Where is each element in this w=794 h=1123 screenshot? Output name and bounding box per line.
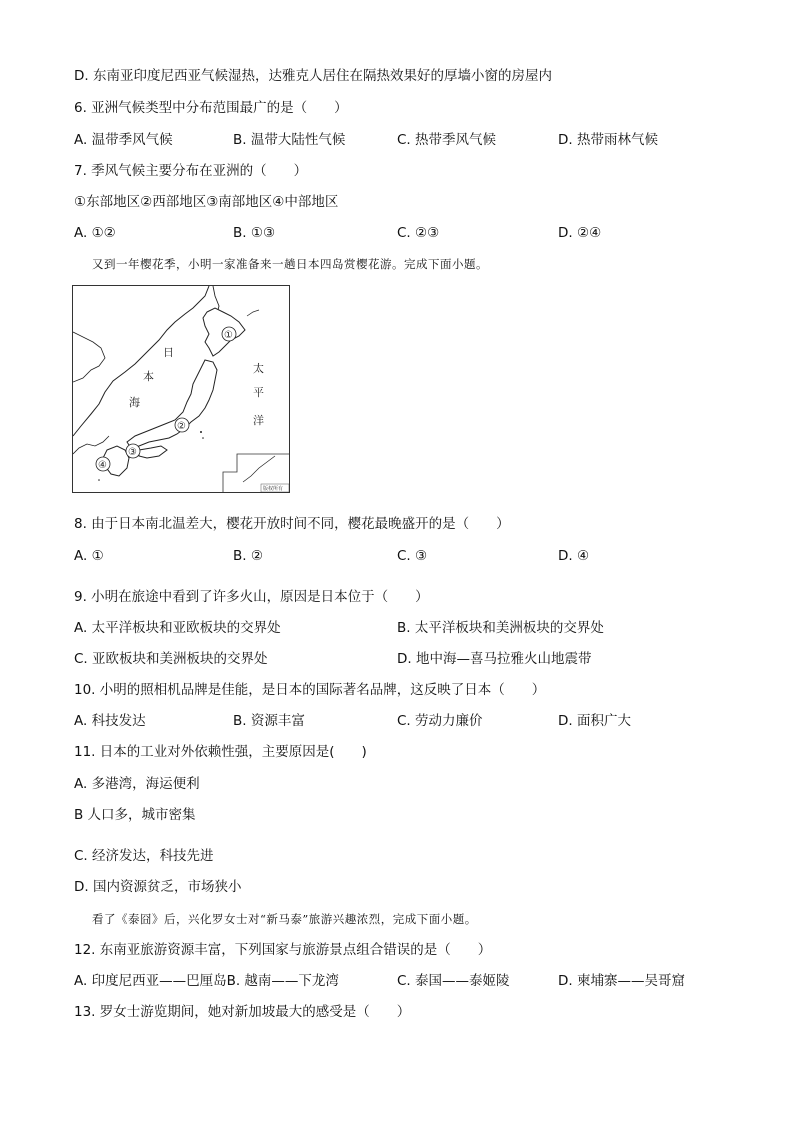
q9-option-a[interactable]: A. 太平洋板块和亚欧板块的交界处 <box>74 620 281 636</box>
map-credit: 版权所有 <box>263 486 284 492</box>
q8-option-d[interactable]: D. ④ <box>558 548 590 564</box>
question-6: 6. 亚洲气候类型中分布范围最广的是（ ） <box>74 100 348 116</box>
label-sea-of-japan-3: 海 <box>129 396 140 409</box>
q10-option-c[interactable]: C. 劳动力廉价 <box>397 713 483 729</box>
q7-option-b[interactable]: B. ①③ <box>233 225 276 241</box>
q10-option-a[interactable]: A. 科技发达 <box>74 713 146 729</box>
q6-option-c[interactable]: C. 热带季风气候 <box>397 132 497 148</box>
korea-peninsula <box>73 332 105 382</box>
q6-option-d[interactable]: D. 热带雨林气候 <box>558 132 658 148</box>
q6-option-b[interactable]: B. 温带大陆性气候 <box>233 132 346 148</box>
question-9: 9. 小明在旅途中看到了许多火山，原因是日本位于（ ） <box>74 589 429 605</box>
q8-option-b[interactable]: B. ② <box>233 548 263 564</box>
label-pacific-3: 洋 <box>253 414 264 427</box>
question-10: 10. 小明的照相机品牌是佳能，是日本的国际著名品牌，这反映了日本（ ） <box>74 682 546 698</box>
q9-option-c[interactable]: C. 亚欧板块和美洲板块的交界处 <box>74 651 268 667</box>
question-13: 13. 罗女士游览期间，她对新加坡最大的感受是（ ） <box>74 1004 411 1020</box>
question-11: 11. 日本的工业对外依赖性强，主要原因是( ) <box>74 744 367 760</box>
label-pacific-1: 太 <box>253 362 264 375</box>
island-dot <box>98 479 100 481</box>
q11-option-c[interactable]: C. 经济发达，科技先进 <box>74 848 214 864</box>
shikoku-island <box>139 446 167 458</box>
korea-south-coast <box>73 436 109 454</box>
q10-option-b[interactable]: B. 资源丰富 <box>233 713 305 729</box>
q11-option-a[interactable]: A. 多港湾，海运便利 <box>74 776 200 792</box>
reading-intro-thailand: 看了《泰囧》后，兴化罗女士对“新马泰”旅游兴趣浓烈，完成下面小题。 <box>92 912 477 926</box>
q9-option-b[interactable]: B. 太平洋板块和美洲板块的交界处 <box>397 620 604 636</box>
q7-option-c[interactable]: C. ②③ <box>397 225 440 241</box>
q12-option-c[interactable]: C. 泰国——泰姬陵 <box>397 973 510 989</box>
q8-option-c[interactable]: C. ③ <box>397 548 428 564</box>
q12-option-d[interactable]: D. 柬埔寨——吴哥窟 <box>558 973 685 989</box>
reading-intro-japan: 又到一年樱花季，小明一家准备来一趟日本四岛赏樱花游。完成下面小题。 <box>92 257 488 271</box>
q6-option-a[interactable]: A. 温带季风气候 <box>74 132 173 148</box>
question-7-statements: ①东部地区②西部地区③南部地区④中部地区 <box>74 194 339 210</box>
question-8: 8. 由于日本南北温差大，樱花开放时间不同，樱花最晚盛开的是（ ） <box>74 516 510 532</box>
label-sea-of-japan-1: 日 <box>163 346 174 359</box>
question-12: 12. 东南亚旅游资源丰富，下列国家与旅游景点组合错误的是（ ） <box>74 942 492 958</box>
q9-option-d[interactable]: D. 地中海—喜马拉雅火山地震带 <box>397 651 592 667</box>
option-d-text: D. 东南亚印度尼西亚气候湿热，达雅克人居住在隔热效果好的厚墙小窗的房屋内 <box>74 68 552 84</box>
q11-option-d[interactable]: D. 国内资源贫乏，市场狭小 <box>74 879 242 895</box>
honshu-island <box>127 360 217 448</box>
marker-4: ④ <box>98 460 107 471</box>
island-dot <box>200 431 202 433</box>
marker-2: ② <box>177 421 186 432</box>
q8-option-a[interactable]: A. ① <box>74 548 104 564</box>
japan-map <box>72 285 290 493</box>
marker-1: ① <box>224 330 233 341</box>
island-dot <box>202 437 204 439</box>
label-pacific-2: 平 <box>253 386 264 399</box>
kuril-islands <box>247 310 259 316</box>
marker-3: ③ <box>128 447 137 458</box>
q7-option-d[interactable]: D. ②④ <box>558 225 602 241</box>
question-7: 7. 季风气候主要分布在亚洲的（ ） <box>74 163 308 179</box>
q11-option-b[interactable]: B 人口多，城市密集 <box>74 807 196 823</box>
q10-option-d[interactable]: D. 面积广大 <box>558 713 631 729</box>
q12-option-ab[interactable]: A. 印度尼西亚——巴厘岛B. 越南——下龙湾 <box>74 973 339 989</box>
q7-option-a[interactable]: A. ①② <box>74 225 116 241</box>
japan-map-drawing <box>73 286 289 492</box>
ryukyu-islands <box>243 456 275 482</box>
label-sea-of-japan-2: 本 <box>143 370 154 383</box>
